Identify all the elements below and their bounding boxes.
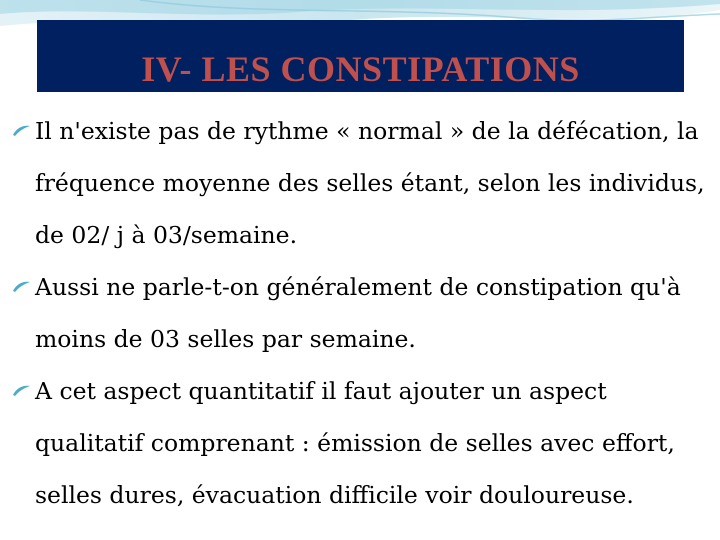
bullet-item bbox=[10, 365, 710, 521]
bullet-list bbox=[10, 105, 710, 521]
swoosh-bullet-icon bbox=[10, 124, 32, 138]
bullet-text: Aussi ne parle-t-on généralement de constipation qu'à moins de 03 selles par semaine. bbox=[35, 273, 681, 353]
swoosh-bullet-icon bbox=[10, 384, 32, 398]
swoosh-bullet-icon bbox=[10, 280, 32, 294]
bullet-item bbox=[10, 105, 710, 261]
bullet-text: A cet aspect quantitatif il faut ajouter un aspect qualitatif comprenant : émission de selles avec effort, selles dures, évacuation difficile voir douloureuse. bbox=[35, 377, 675, 509]
bullet-item bbox=[10, 261, 710, 365]
bullet-text: Il n'existe pas de rythme « normal » de la défécation, la fréquence moyenne des selles étant, selon les individus, de 02/ j à 03/semaine. bbox=[35, 117, 705, 249]
slide-title: IV- LES CONSTIPATIONS bbox=[141, 49, 580, 89]
title-bar bbox=[37, 20, 684, 92]
